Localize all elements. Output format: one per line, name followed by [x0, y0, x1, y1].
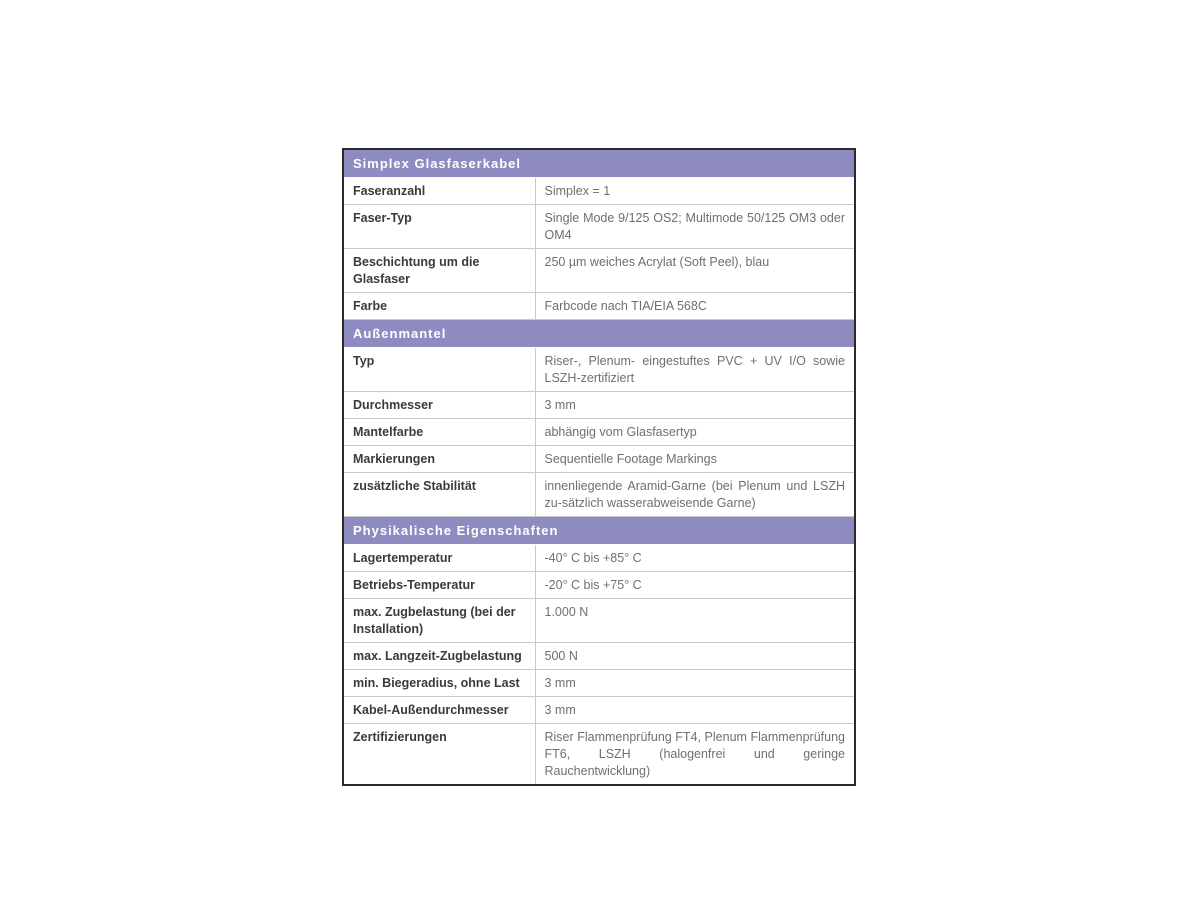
- table-row: [344, 572, 854, 599]
- table-row: [344, 293, 854, 320]
- row-label: Kabel-Außendurchmesser: [344, 697, 535, 724]
- row-value: Sequentielle Footage Markings: [535, 446, 854, 473]
- section-title: Außenmantel: [344, 320, 854, 348]
- row-label: Faseranzahl: [344, 178, 535, 205]
- row-value: Simplex = 1: [535, 178, 854, 205]
- row-label: Farbe: [344, 293, 535, 320]
- table-row: [344, 724, 854, 785]
- row-label: Zertifizierungen: [344, 724, 535, 785]
- table-row: [344, 419, 854, 446]
- table-row: [344, 599, 854, 643]
- row-value: 1.000 N: [535, 599, 854, 643]
- table-row: [344, 348, 854, 392]
- spec-table: [344, 150, 854, 784]
- row-label: max. Zugbelastung (bei der Installation): [344, 599, 535, 643]
- table-row: [344, 446, 854, 473]
- table-row: [344, 249, 854, 293]
- table-row: [344, 178, 854, 205]
- row-label: Betriebs-Temperatur: [344, 572, 535, 599]
- row-value: Riser-, Plenum- eingestuftes PVC + UV I/O sowie LSZH-zertifiziert: [535, 348, 854, 392]
- spec-card: [342, 148, 856, 786]
- row-value: -40° C bis +85° C: [535, 545, 854, 572]
- section-header-simplex: [344, 150, 854, 178]
- row-value: abhängig vom Glasfasertyp: [535, 419, 854, 446]
- row-value: 250 µm weiches Acrylat (Soft Peel), blau: [535, 249, 854, 293]
- row-value: 3 mm: [535, 697, 854, 724]
- table-row: [344, 545, 854, 572]
- row-label: Typ: [344, 348, 535, 392]
- row-label: Mantelfarbe: [344, 419, 535, 446]
- row-label: Faser-Typ: [344, 205, 535, 249]
- section-header-aussenmantel: [344, 320, 854, 348]
- row-value: 3 mm: [535, 392, 854, 419]
- table-row: [344, 643, 854, 670]
- row-label: Durchmesser: [344, 392, 535, 419]
- section-header-physikalische: [344, 517, 854, 545]
- row-label: min. Biegeradius, ohne Last: [344, 670, 535, 697]
- table-row: [344, 473, 854, 517]
- table-row: [344, 392, 854, 419]
- row-label: Beschichtung um die Glasfaser: [344, 249, 535, 293]
- section-title: Simplex Glasfaserkabel: [344, 150, 854, 178]
- row-label: Lagertemperatur: [344, 545, 535, 572]
- row-label: zusätzliche Stabilität: [344, 473, 535, 517]
- row-value: -20° C bis +75° C: [535, 572, 854, 599]
- row-value: Farbcode nach TIA/EIA 568C: [535, 293, 854, 320]
- row-label: Markierungen: [344, 446, 535, 473]
- row-value: 3 mm: [535, 670, 854, 697]
- row-value: Single Mode 9/125 OS2; Multimode 50/125 OM3 oder OM4: [535, 205, 854, 249]
- row-value: innenliegende Aramid-Garne (bei Plenum und LSZH zu-sätzlich wasserabweisende Garne): [535, 473, 854, 517]
- row-value: 500 N: [535, 643, 854, 670]
- row-label: max. Langzeit-Zugbelastung: [344, 643, 535, 670]
- table-row: [344, 670, 854, 697]
- row-value: Riser Flammenprüfung FT4, Plenum Flammenprüfung FT6, LSZH (halogenfrei und geringe Rauchentwicklung): [544, 730, 845, 778]
- table-row: [344, 205, 854, 249]
- section-title: Physikalische Eigenschaften: [344, 517, 854, 545]
- table-row: [344, 697, 854, 724]
